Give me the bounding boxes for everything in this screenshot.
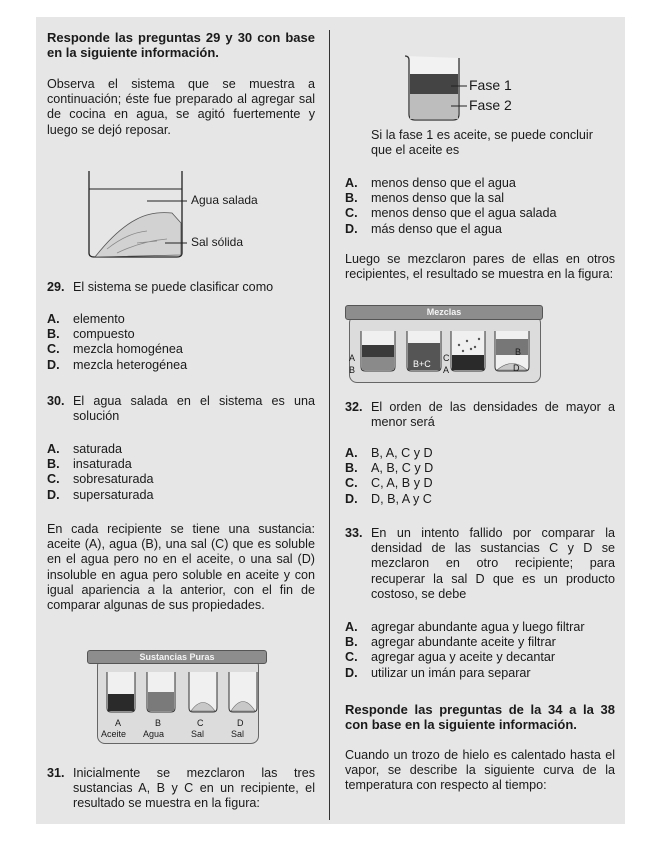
option-letter: D. xyxy=(345,491,358,506)
q30-option-d[interactable] xyxy=(47,488,315,503)
ice-description: Cuando un trozo de hielo es calentado hasta el vapor, se describe la siguiente curva de la temperatura con respecto al tiempo: xyxy=(345,748,615,793)
q29-option-c[interactable] xyxy=(47,342,315,357)
q31-text: Inicialmente se mezclaron las tres sustancias A, B y C en un recipiente, el resultado se muestra en la figura: xyxy=(73,766,315,811)
pure-d-name: Sal xyxy=(231,729,245,739)
intro-34-38: Responde las preguntas de la 34 a la 38 con base en la siguiente información. xyxy=(345,702,615,733)
option-letter: C. xyxy=(345,206,358,221)
q32-number: 32. xyxy=(345,400,363,414)
option-text: supersaturada xyxy=(73,487,154,502)
question-33 xyxy=(345,526,615,602)
q29-option-d[interactable] xyxy=(47,358,315,373)
q32-text: El orden de las densidades de mayor a menor será xyxy=(371,400,615,430)
pure-a-name: Aceite xyxy=(101,729,127,739)
option-letter: D. xyxy=(345,665,358,680)
question-31 xyxy=(47,766,315,812)
option-text: agregar abundante aceite y filtrar xyxy=(371,635,556,650)
q32-options xyxy=(345,446,615,507)
option-text: sobresaturada xyxy=(73,472,154,487)
q31-option-c[interactable] xyxy=(345,206,615,221)
option-letter: C. xyxy=(47,342,60,357)
option-text: más denso que el agua xyxy=(371,221,502,236)
option-letter: C. xyxy=(47,472,60,487)
option-text: utilizar un imán para separar xyxy=(371,665,531,680)
q31-option-d[interactable] xyxy=(345,222,615,237)
option-text: D, B, A y C xyxy=(371,491,432,506)
two-phase-beaker-figure xyxy=(403,54,603,124)
right-column xyxy=(345,30,615,820)
left-column xyxy=(47,30,315,820)
intro-29-30: Responde las preguntas 29 y 30 con base en la siguiente información. xyxy=(47,30,315,61)
q33-number: 33. xyxy=(345,526,363,540)
q33-text: En un intento fallido por comparar la densidad de las sustancias C y D se mezclaron en otro recipiente; para recuperar la sal D que es un producto costoso, se debe xyxy=(371,526,615,601)
question-30 xyxy=(47,394,315,424)
pure-substances-beakers xyxy=(101,668,261,716)
pure-substances-title: Sustancias Puras xyxy=(87,650,267,664)
option-letter: D. xyxy=(345,221,358,236)
option-text: saturada xyxy=(73,442,123,456)
option-text: mezcla heterogénea xyxy=(73,357,188,372)
option-letter: D. xyxy=(47,487,60,502)
q31-options xyxy=(345,176,615,237)
mix-label-a: A xyxy=(349,353,356,363)
q29-text: El sistema se puede clasificar como xyxy=(73,280,274,294)
q29-option-b[interactable] xyxy=(47,327,315,342)
q29-options xyxy=(47,312,315,373)
option-text: agregar agua y aceite y decantar xyxy=(371,650,556,665)
option-text: menos denso que el agua salada xyxy=(371,206,557,221)
mix-label-b2: B xyxy=(515,347,522,357)
option-text: menos denso que la sal xyxy=(371,191,505,206)
q32-option-c[interactable] xyxy=(345,476,615,491)
column-divider xyxy=(329,30,330,820)
mix-label-b: B xyxy=(349,365,356,375)
option-text: menos denso que el agua xyxy=(371,176,516,190)
substances-description: En cada recipiente se tiene una sustancia: aceite (A), agua (B), una sal (C) que es soluble en el agua pero no en el aceite, o una sal (D) insoluble en agua pero soluble en aceite y con igual apariencia a la anterior, con el fin de comparar algunas de sus propiedades. xyxy=(47,522,315,613)
option-letter: C. xyxy=(345,476,358,491)
mixtures-figure xyxy=(345,305,543,385)
pure-c-letter: C xyxy=(197,718,204,728)
mixtures-title: Mezclas xyxy=(345,305,543,320)
question-32 xyxy=(345,400,615,430)
mix-label-bc: B+C xyxy=(413,359,431,369)
option-text: mezcla homogénea xyxy=(73,342,183,357)
option-letter: A. xyxy=(345,620,358,634)
option-letter: B. xyxy=(345,461,358,476)
pure-a-letter: A xyxy=(115,718,122,728)
q29-number: 29. xyxy=(47,280,65,294)
option-letter: A. xyxy=(345,176,358,190)
q32-option-d[interactable] xyxy=(345,492,615,507)
pure-substances-figure xyxy=(87,650,269,746)
option-letter: B. xyxy=(47,327,60,342)
q30-option-b[interactable] xyxy=(47,457,315,472)
q29-option-a[interactable] xyxy=(47,312,315,327)
option-text: C, A, B y D xyxy=(371,476,433,491)
option-letter: A. xyxy=(47,312,60,326)
salt-water-beaker-figure xyxy=(87,171,307,261)
q30-option-c[interactable] xyxy=(47,472,315,487)
option-letter: B. xyxy=(345,191,358,206)
q33-option-a[interactable] xyxy=(345,620,615,635)
q33-option-c[interactable] xyxy=(345,650,615,665)
label-sal-solida: Sal sólida xyxy=(191,235,244,249)
q32-option-b[interactable] xyxy=(345,461,615,476)
option-letter: B. xyxy=(345,635,358,650)
pure-b-name: Agua xyxy=(143,729,165,739)
q31-option-b[interactable] xyxy=(345,191,615,206)
option-letter: C. xyxy=(345,650,358,665)
q33-option-b[interactable] xyxy=(345,635,615,650)
option-letter: A. xyxy=(47,442,60,456)
q30-text: El agua salada en el sistema es una solución xyxy=(73,394,315,424)
system-description: Observa el sistema que se muestra a continuación; éste fue preparado al agregar sal de cocina en agua, se agitó fuertemente y luego se dejó reposar. xyxy=(47,77,315,137)
label-agua-salada: Agua salada xyxy=(191,193,258,207)
label-fase-1: Fase 1 xyxy=(469,77,512,93)
option-text: insaturada xyxy=(73,457,132,472)
pure-b-letter: B xyxy=(155,718,162,728)
option-letter: D. xyxy=(47,357,60,372)
option-letter: A. xyxy=(345,446,358,460)
mix-label-c: C xyxy=(443,353,450,363)
mix-description: Luego se mezclaron pares de ellas en otros recipientes, el resultado se muestra en la figura: xyxy=(345,252,615,282)
mix-label-a2: A xyxy=(443,365,450,375)
pure-d-letter: D xyxy=(237,718,244,728)
q31-conclusion-text: Si la fase 1 es aceite, se puede concluir que el aceite es xyxy=(371,128,593,158)
q33-option-d[interactable] xyxy=(345,666,615,681)
option-text: elemento xyxy=(73,312,125,326)
option-text: agregar abundante agua y luego filtrar xyxy=(371,620,585,634)
pure-c-name: Sal xyxy=(191,729,205,739)
q33-options xyxy=(345,620,615,681)
option-letter: B. xyxy=(47,457,60,472)
mix-label-d: D xyxy=(513,363,520,373)
option-text: compuesto xyxy=(73,327,135,342)
question-29 xyxy=(47,280,315,295)
q30-options xyxy=(47,442,315,503)
q30-option-a[interactable] xyxy=(47,442,315,457)
q30-number: 30. xyxy=(47,394,65,408)
option-text: B, A, C y D xyxy=(371,446,433,460)
option-text: A, B, C y D xyxy=(371,461,434,476)
q31-number: 31. xyxy=(47,766,65,780)
label-fase-2: Fase 2 xyxy=(469,97,512,113)
q31-option-a[interactable] xyxy=(345,176,615,191)
q32-option-a[interactable] xyxy=(345,446,615,461)
